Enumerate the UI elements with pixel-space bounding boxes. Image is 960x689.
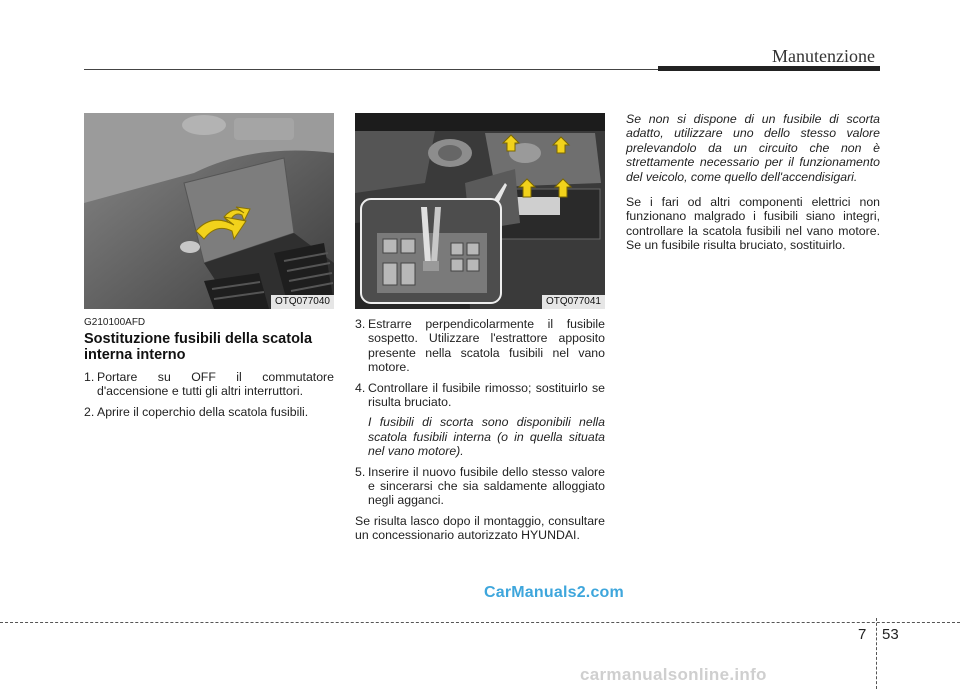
figure-interior-fuse-panel [84,113,334,309]
footer-divider [876,618,877,689]
step-text: Controllare il fusibile rimosso; sostituirlo se risulta bruciato. [368,380,605,410]
right-column [626,112,880,260]
step-text: Inserire il nuovo fusibile dello stesso valore e sincerarsi che sia saldamente alloggiato negli agganci. [368,464,605,508]
section-code: G210100AFD [84,317,146,328]
step-item [355,317,605,375]
engine-fuse-box-photo [355,113,605,309]
watermark: CarManuals2.com [484,584,624,601]
dealer-note: Se risulta lasco dopo il montaggio, consultare un concessionario autorizzato HYUNDAI. [355,513,605,543]
spare-fuse-note: I fusibili di scorta sono disponibili nella scatola fusibili interna (o in quella situata nel vano motore). [368,415,605,459]
step-number: 2. [84,404,95,419]
step-item [355,465,605,508]
footer-rule [0,622,960,623]
bottom-watermark: carmanualsonline.info [580,665,767,684]
spare-fuse-advice: Se non si dispone di un fusibile di scorta adatto, utilizzare uno dello stesso valore prelevandolo da un circuito che non è strettamente necessario per il funzionamento del veicolo, come quello dell'accendisigari. [626,112,880,184]
page-number: 53 [882,626,899,643]
middle-column [355,317,605,550]
step-number: 4. [355,380,366,395]
step-text: Estrarre perpendicolarmente il fusibile sospetto. Utilizzare l'estrattore apposito presente nella scatola fusibili nel vano motore. [368,317,605,375]
header-rule-thick [658,66,880,71]
step-text: Aprire il coperchio della scatola fusibili. [97,404,309,419]
interior-fuse-panel-photo [84,113,334,309]
figure-code: OTQ077041 [542,295,605,309]
chapter-number: 7 [858,626,867,643]
step-number: 3. [355,317,366,331]
figure-code: OTQ077040 [271,295,334,309]
step-number: 5. [355,464,366,479]
figure-engine-fuse-box [355,113,605,309]
step-item [355,381,605,410]
step-text: Portare su OFF il commutatore d'accensione e tutti gli altri interruttori. [97,370,334,399]
left-column [84,370,334,425]
section-title: Manutenzione [772,46,875,66]
step-item [84,370,334,399]
headlight-advice: Se i fari od altri componenti elettrici non funzionano malgrado i fusibili siano integri, controllare la scatola fusibili nel vano motore. Se un fusibile risulta bruciato, sostituirlo. [626,195,880,253]
section-heading: Sostituzione fusibili della scatola interna interno [84,331,313,363]
step-number: 1. [84,370,95,384]
header-rule [84,69,660,70]
step-item [84,405,334,419]
